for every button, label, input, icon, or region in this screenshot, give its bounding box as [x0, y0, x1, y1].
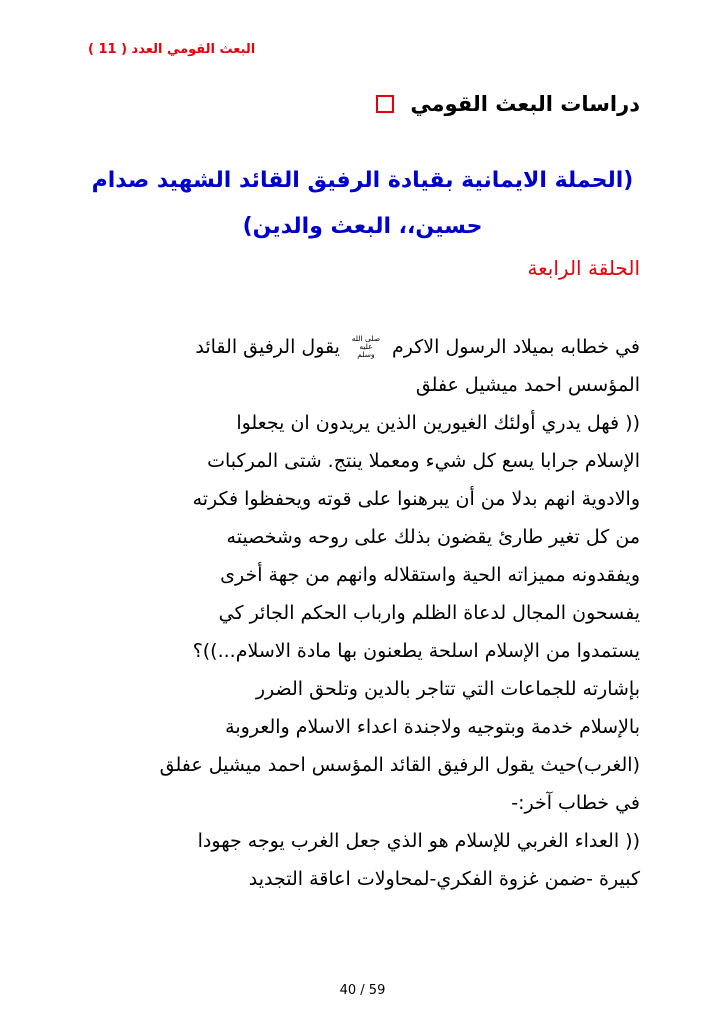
body-line1-before: في خطابه بميلاد الرسول الاكرم — [392, 336, 640, 358]
body-line: بالإسلام خدمة وبتوجيه ولاجندة اعداء الاسلام والعروبة — [225, 716, 640, 738]
body-line: يستمدوا من الإسلام اسلحة يطعنون بها مادة الاسلام...))؟ — [192, 640, 640, 662]
document-title-line1: (الحملة الايمانية بقيادة الرفيق القائد الشهيد صدام — [91, 168, 634, 193]
page-number: 40 / 59 — [339, 983, 386, 998]
body-line: والادوية انهم بدلا من أن يبرهنوا على قوته ويحفظوا فكرته — [192, 488, 640, 510]
issue-header: البعث القومي العدد ( 11 ) — [88, 42, 256, 57]
section-heading: دراسات البعث القومي — [410, 92, 640, 116]
document-title — [85, 158, 640, 250]
body-line — [85, 328, 640, 366]
body-line: (( العداء الغربي للإسلام هو الذي جعل الغرب يوجه جهودا — [197, 830, 640, 852]
document-title-line2: حسين،، البعث والدين) — [242, 214, 483, 239]
body-line: (الغرب)حيث يقول الرفيق القائد المؤسس احمد ميشيل عفلق — [159, 754, 640, 776]
body-line: ويفقدونه مميزاته الحية واستقلاله وانهم من جهة أخرى — [220, 564, 640, 586]
body-line: يفسحون المجال لدعاة الظلم وارباب الحكم الجائر كي — [218, 602, 640, 624]
body-line: في خطاب آخر:- — [511, 792, 640, 814]
sallallahu-alayhi-wasallam-symbol: صلى الله عليه وسلم — [351, 334, 381, 359]
episode-subtitle: الحلقة الرابعة — [527, 256, 640, 280]
body-line: كبيرة -ضمن غزوة الفكري-لمحاولات اعاقة التجديد — [248, 868, 640, 890]
body-line: الإسلام جرابا يسع كل شيء ومعملا ينتج. شتى المركبات — [207, 450, 640, 472]
body-text — [85, 328, 640, 898]
body-line: بإشارته للجماعات التي تتاجر بالدين وتلحق الضرر — [255, 678, 640, 700]
red-square-bullet-icon — [376, 95, 394, 113]
section-heading-row — [85, 92, 640, 116]
body-line: (( فهل يدري أولئك الغيورين الذين يريدون ان يجعلوا — [236, 412, 640, 434]
body-line: من كل تغير طارئ يقضون بذلك على روحه وشخصيته — [226, 526, 640, 548]
body-line: المؤسس احمد ميشيل عفلق — [415, 374, 640, 396]
body-line1-after: يقول الرفيق القائد — [195, 336, 340, 358]
